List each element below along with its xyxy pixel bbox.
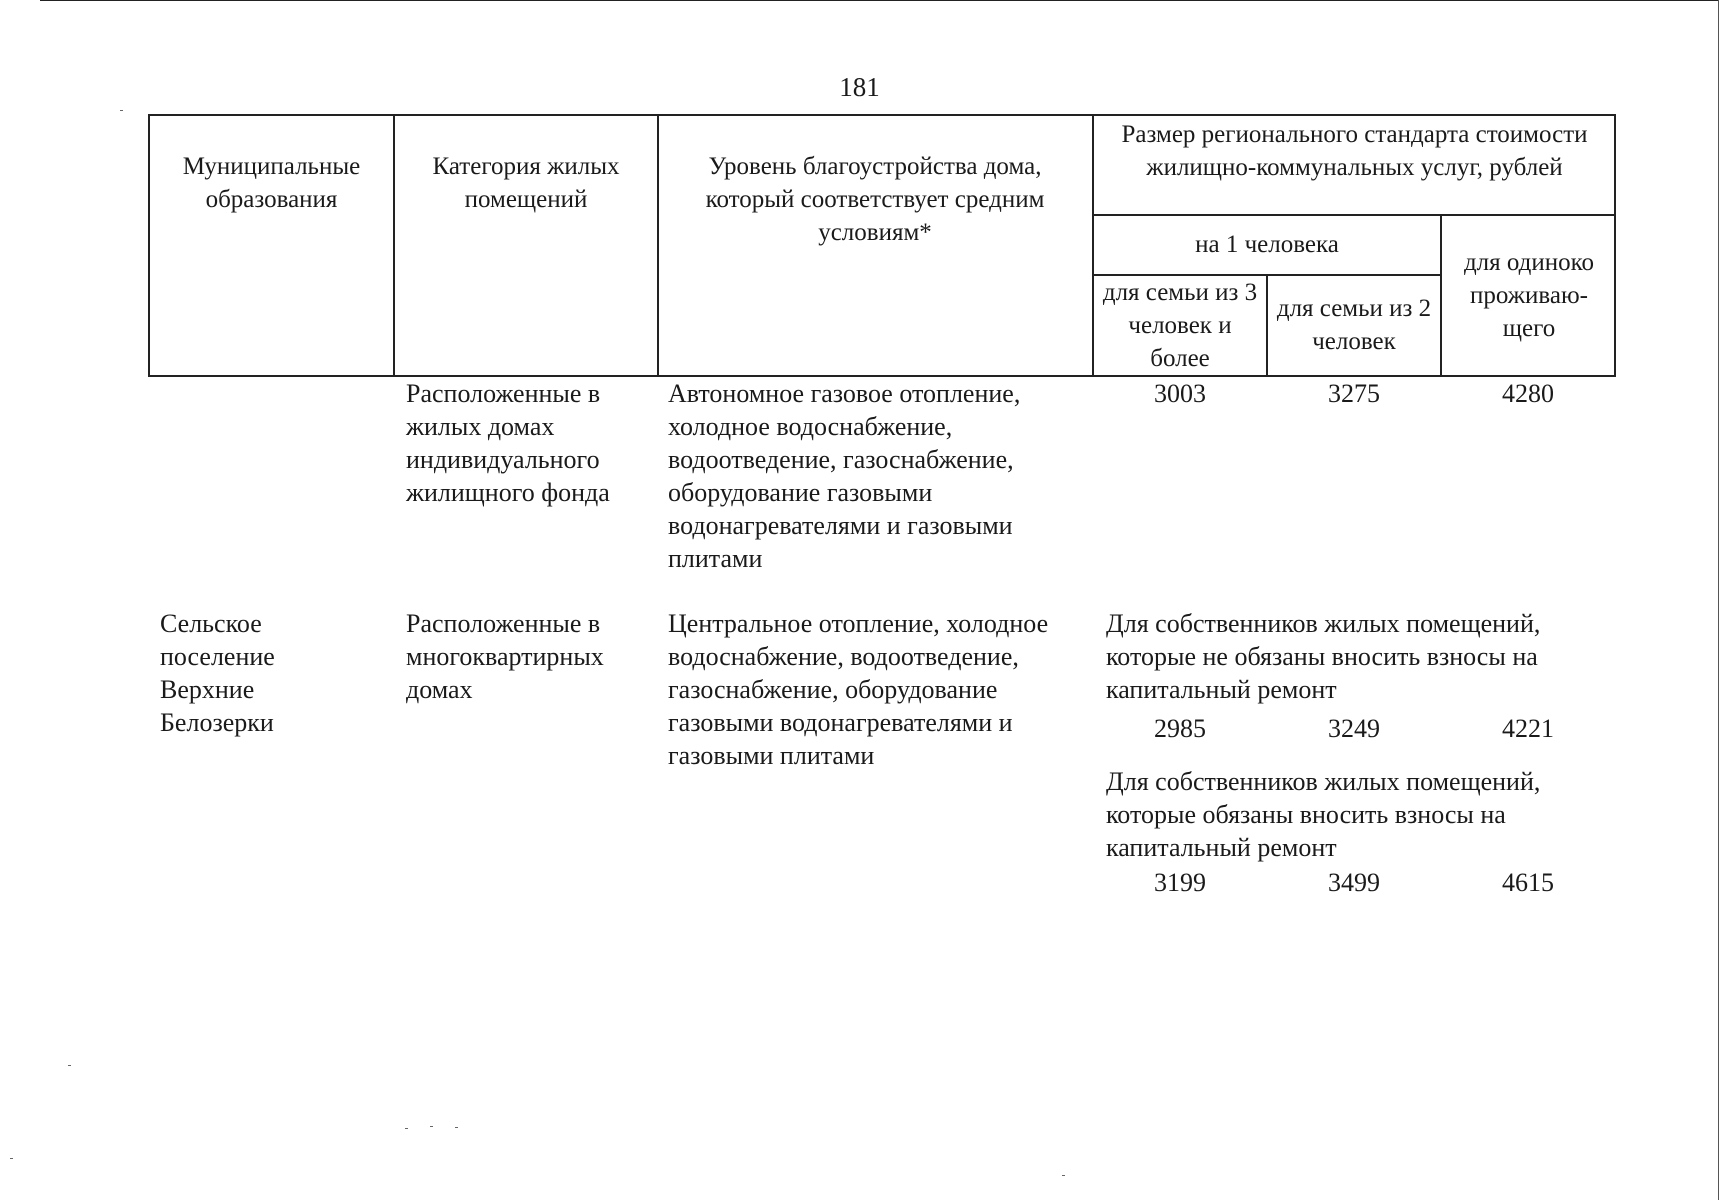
row1-category: Расположенные в жилых домах индивидуального жилищного фонда [406,379,610,507]
header-border-left [148,114,150,377]
scan-speck [455,1127,458,1128]
row2-municipality: Сельское поселение Верхние Белозерки [160,609,275,737]
scan-speck [120,110,123,111]
row2-group1-value-family3: 2985 [1154,714,1206,743]
header-standard-size: Размер регионального стандарта стоимости жилищно-коммунальных услуг, рублей [1121,121,1588,181]
header-single: для одиноко проживаю-щего [1463,249,1595,342]
header-family-3: для семьи из 3 человек и более [1102,279,1258,372]
row1-comfort: Автономное газовое отопление, холодное водоснабжение, водоотведение, газоснабжение, оборудование газовыми водонагревателями и газовыми плитами [668,379,1021,573]
row2-group1-value-family2: 3249 [1328,714,1380,743]
row2-comfort: Центральное отопление, холодное водоснабжение, водоотведение, газоснабжение, оборудование газовыми водонагревателями и газовыми плитами [668,609,1049,770]
row2-group1-note: Для собственников жилых помещений, которые не обязаны вносить взносы на капитальный ремонт [1106,609,1541,704]
header-border-top [148,114,1616,116]
header-subdivider-family [1266,274,1268,377]
row2-group2-value-family3: 3199 [1154,868,1206,897]
header-divider-2 [657,114,659,377]
header-per-person: на 1 человека [1195,231,1339,258]
row1-value-family2: 3275 [1328,379,1380,408]
row2-group2-value-single: 4615 [1502,868,1554,897]
header-comfort-level: Уровень благоустройства дома, который соответствует средним условиям* [705,153,1045,246]
row1-value-single: 4280 [1502,379,1554,408]
row2-group2-value-family2: 3499 [1328,868,1380,897]
row2-category: Расположенные в многоквартирных домах [406,609,604,704]
page-number: 181 [839,72,880,102]
scan-speck [10,1158,13,1159]
scan-speck [1062,1175,1065,1176]
header-family-2: для семьи из 2 человек [1276,295,1432,355]
header-border-right [1614,114,1616,377]
header-subdivider-1 [1092,214,1616,216]
header-municipalities: Муниципальные образования [182,153,361,213]
scan-speck [430,1126,433,1127]
header-category: Категория жилых помещений [432,153,620,213]
scan-speck [68,1065,71,1066]
header-subdivider-per-person [1440,214,1442,377]
scan-edge-top [40,0,1719,1]
row2-group1-value-single: 4221 [1502,714,1554,743]
scan-speck [405,1128,408,1129]
row2-group2-note: Для собственников жилых помещений, которые обязаны вносить взносы на капитальный ремонт [1106,767,1541,862]
header-divider-1 [393,114,395,377]
row1-value-family3: 3003 [1154,379,1206,408]
